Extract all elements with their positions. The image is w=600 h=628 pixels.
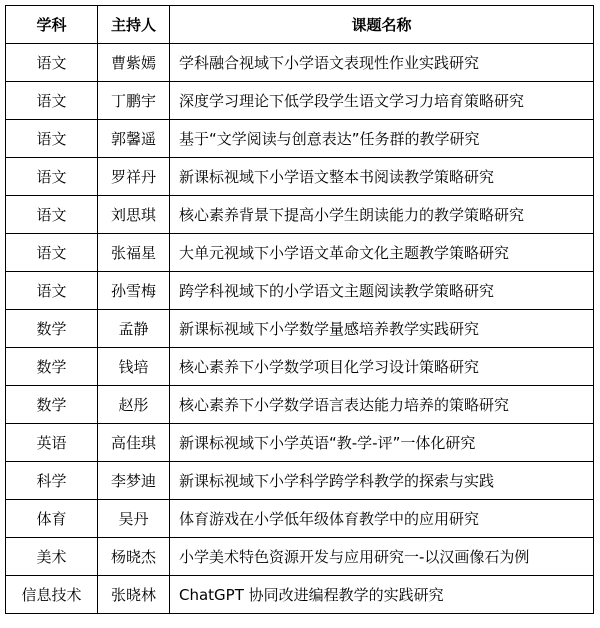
table-row (6, 82, 594, 120)
table-row (6, 272, 594, 310)
table-row (6, 158, 594, 196)
cell-title: 新课标视域下小学科学跨学科教学的探索与实践 (170, 462, 594, 500)
cell-subject: 信息技术 (6, 576, 98, 614)
cell-title: 新课标视域下小学语文整本书阅读教学策略研究 (170, 158, 594, 196)
cell-subject: 语文 (6, 196, 98, 234)
table-row (6, 234, 594, 272)
table-row (6, 576, 594, 614)
cell-title: 小学美术特色资源开发与应用研究一-以汉画像石为例 (170, 538, 594, 576)
cell-subject: 数学 (6, 310, 98, 348)
cell-title: 核心素养背景下提高小学生朗读能力的教学策略研究 (170, 196, 594, 234)
cell-title: 体育游戏在小学低年级体育教学中的应用研究 (170, 500, 594, 538)
cell-title: 核心素养下小学数学语言表达能力培养的策略研究 (170, 386, 594, 424)
cell-host: 钱培 (98, 348, 170, 386)
cell-host: 刘思琪 (98, 196, 170, 234)
cell-host: 赵彤 (98, 386, 170, 424)
table-row (6, 500, 594, 538)
cell-host: 孟静 (98, 310, 170, 348)
cell-subject: 科学 (6, 462, 98, 500)
cell-subject: 语文 (6, 82, 98, 120)
cell-host: 丁鹏宇 (98, 82, 170, 120)
cell-host: 吴丹 (98, 500, 170, 538)
cell-subject: 数学 (6, 386, 98, 424)
cell-title: 基于“文学阅读与创意表达”任务群的教学研究 (170, 120, 594, 158)
table-row (6, 462, 594, 500)
table-row (6, 310, 594, 348)
cell-title: 深度学习理论下低学段学生语文学习力培育策略研究 (170, 82, 594, 120)
cell-title: 核心素养下小学数学项目化学习设计策略研究 (170, 348, 594, 386)
cell-subject: 语文 (6, 272, 98, 310)
cell-host: 郭馨遥 (98, 120, 170, 158)
cell-title: 新课标视域下小学数学量感培养教学实践研究 (170, 310, 594, 348)
cell-host: 曹紫嫣 (98, 44, 170, 82)
table-row (6, 120, 594, 158)
header-subject: 学科 (6, 6, 98, 44)
table-row (6, 44, 594, 82)
table-row (6, 348, 594, 386)
table-row (6, 538, 594, 576)
cell-title: 大单元视域下小学语文革命文化主题教学策略研究 (170, 234, 594, 272)
cell-host: 高佳琪 (98, 424, 170, 462)
cell-subject: 体育 (6, 500, 98, 538)
cell-subject: 数学 (6, 348, 98, 386)
cell-host: 罗祥丹 (98, 158, 170, 196)
table-header-row (6, 6, 594, 44)
table-row (6, 196, 594, 234)
cell-title: 新课标视域下小学英语“教-学-评”一体化研究 (170, 424, 594, 462)
cell-subject: 语文 (6, 44, 98, 82)
table-row (6, 424, 594, 462)
cell-subject: 英语 (6, 424, 98, 462)
cell-host: 张福星 (98, 234, 170, 272)
cell-title: 学科融合视域下小学语文表现性作业实践研究 (170, 44, 594, 82)
cell-subject: 语文 (6, 120, 98, 158)
cell-host: 张晓林 (98, 576, 170, 614)
cell-subject: 语文 (6, 158, 98, 196)
header-host: 主持人 (98, 6, 170, 44)
cell-title: ChatGPT 协同改进编程教学的实践研究 (170, 576, 594, 614)
header-title: 课题名称 (170, 6, 594, 44)
cell-host: 李梦迪 (98, 462, 170, 500)
cell-host: 杨晓杰 (98, 538, 170, 576)
table-row (6, 386, 594, 424)
cell-title: 跨学科视域下的小学语文主题阅读教学策略研究 (170, 272, 594, 310)
research-topics-table (5, 5, 594, 614)
cell-subject: 美术 (6, 538, 98, 576)
cell-subject: 语文 (6, 234, 98, 272)
cell-host: 孙雪梅 (98, 272, 170, 310)
